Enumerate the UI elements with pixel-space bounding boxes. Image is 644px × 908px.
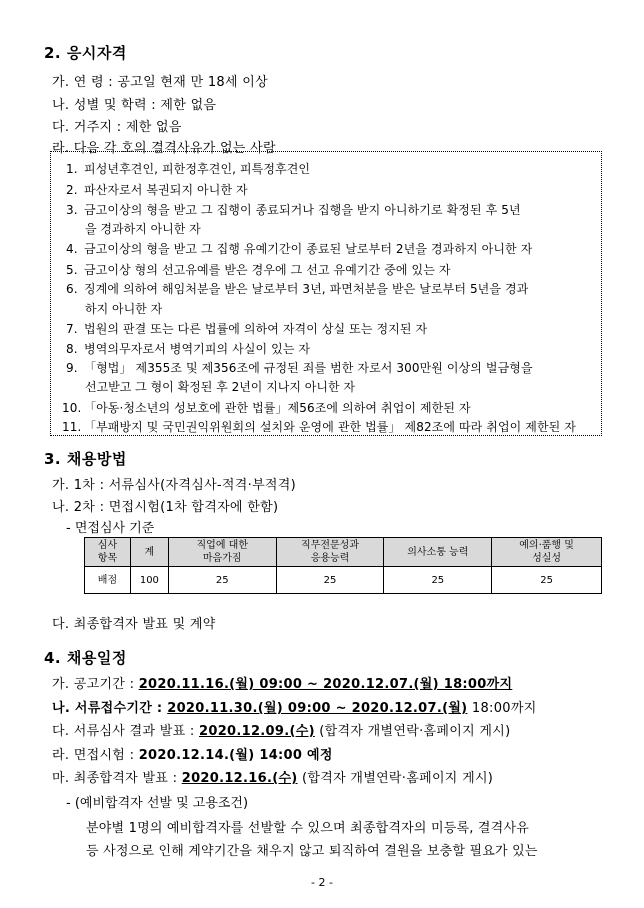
table-header-row (85, 538, 602, 567)
s2-age: 가. 연 령 : 공고일 현재 만 18세 이상 (52, 75, 269, 90)
table-header-cell: 직무전문성과 응용능력 (276, 538, 384, 567)
s3-second-stage: 나. 2차 : 면접시험(1차 합격자에 한함) (52, 500, 279, 515)
table-cell: 25 (492, 567, 602, 594)
section-3-title: 3. 채용방법 (44, 450, 127, 468)
table-row (85, 567, 602, 594)
interview-criteria-table (84, 537, 602, 594)
section-4-title: 4. 채용일정 (44, 649, 127, 667)
table-cell: 25 (276, 567, 384, 594)
disq-item-7: 7. 법원의 판결 또는 다른 법률에 의하여 자격이 상실 또는 정지된 자 (66, 322, 428, 336)
s2-gender-education: 나. 성별 및 학력 : 제한 없음 (52, 98, 217, 113)
s2-disqualification-intro: 라. 다음 각 호의 결격사유가 없는 사람 (52, 141, 276, 156)
table-header-cell: 직업에 대한 마음가짐 (168, 538, 276, 567)
disq-item-3: 3. 금고이상의 형을 받고 그 집행이 종료되거나 집행을 받지 아니하기로 확정된 후 5년 (66, 203, 521, 217)
table-cell: 배점 (85, 567, 131, 594)
page-number: - 2 - (311, 876, 333, 889)
table-header-cell: 예의·품행 및 성실성 (492, 538, 602, 567)
disq-item-9-cont: 선고받고 그 형이 확정된 후 2년이 지나지 아니한 자 (85, 380, 355, 394)
disq-item-3-cont: 을 경과하지 아니한 자 (85, 222, 201, 236)
disq-item-10: 10. 「아동·청소년의 성보호에 관한 법률」제56조에 의하여 취업이 제한된 자 (62, 401, 471, 415)
s3-first-stage: 가. 1차 : 서류심사(자격심사-적격·부적격) (52, 478, 297, 493)
disq-item-11: 11. 「부패방지 및 국민권익위원회의 설치와 운영에 관한 법률」 제82조에 따라 취업이 제한된 자 (62, 420, 576, 434)
s4-document-result: 다. 서류심사 결과 발표 : 2020.12.09.(수) (합격자 개별연락·홈페이지 게시) (52, 724, 511, 739)
s4-notice-period: 가. 공고기간 : 2020.11.16.(월) 09:00 ~ 2020.12.07.(월) 18:00까지 (52, 677, 513, 692)
s2-residence: 다. 거주지 : 제한 없음 (52, 120, 182, 135)
table-header-cell: 계 (130, 538, 168, 567)
table-header-cell: 의사소통 능력 (384, 538, 492, 567)
table-cell: 25 (168, 567, 276, 594)
table-cell: 100 (130, 567, 168, 594)
s4-reserve-candidates-label: - (예비합격자 선발 및 고용조건) (66, 796, 249, 811)
disq-item-6: 6. 징계에 의하여 해임처분을 받은 날로부터 3년, 파면처분을 받은 날로부터 5년을 경과 (66, 282, 529, 296)
s4-reserve-paragraph-line-1: 분야별 1명의 예비합격자를 선발할 수 있으며 최종합격자의 미등록, 결격사유 (86, 821, 529, 836)
disq-item-9: 9. 「형법」 제355조 및 제356조에 규정된 죄를 범한 자로서 300만원 이상의 벌금형을 (66, 361, 533, 375)
disq-item-8: 8. 병역의무자로서 병역기피의 사실이 있는 자 (66, 342, 311, 356)
s4-reserve-paragraph-line-2: 등 사정으로 인해 계약기간을 채우지 않고 퇴직하여 결원을 보충할 필요가 있는 (86, 844, 538, 859)
s4-interview-date: 라. 면접시험 : 2020.12.14.(월) 14:00 예정 (52, 748, 333, 763)
disq-item-6-cont: 하지 아니한 자 (85, 302, 163, 316)
s3-interview-criteria-label: - 면접심사 기준 (66, 521, 155, 536)
s4-final-announcement: 마. 최종합격자 발표 : 2020.12.16.(수) (합격자 개별연락·홈페이지 게시) (52, 771, 494, 786)
disq-item-1: 1. 피성년후견인, 피한정후견인, 피특정후견인 (66, 162, 311, 176)
s4-application-period: 나. 서류접수기간 : 2020.11.30.(월) 09:00 ~ 2020.12.07.(월) 18:00까지 (52, 701, 537, 716)
disq-item-2: 2. 파산자로서 복권되지 아니한 자 (66, 183, 248, 197)
section-2-title: 2. 응시자격 (44, 44, 127, 62)
table-header-cell: 심사 항목 (85, 538, 131, 567)
s3-final-announcement: 다. 최종합격자 발표 및 계약 (52, 617, 216, 632)
table-cell: 25 (384, 567, 492, 594)
disq-item-5: 5. 금고이상 형의 선고유예를 받은 경우에 그 선고 유예기간 중에 있는 자 (66, 263, 451, 277)
disq-item-4: 4. 금고이상의 형을 받고 그 집행 유예기간이 종료된 날로부터 2년을 경과하지 아니한 자 (66, 242, 533, 256)
